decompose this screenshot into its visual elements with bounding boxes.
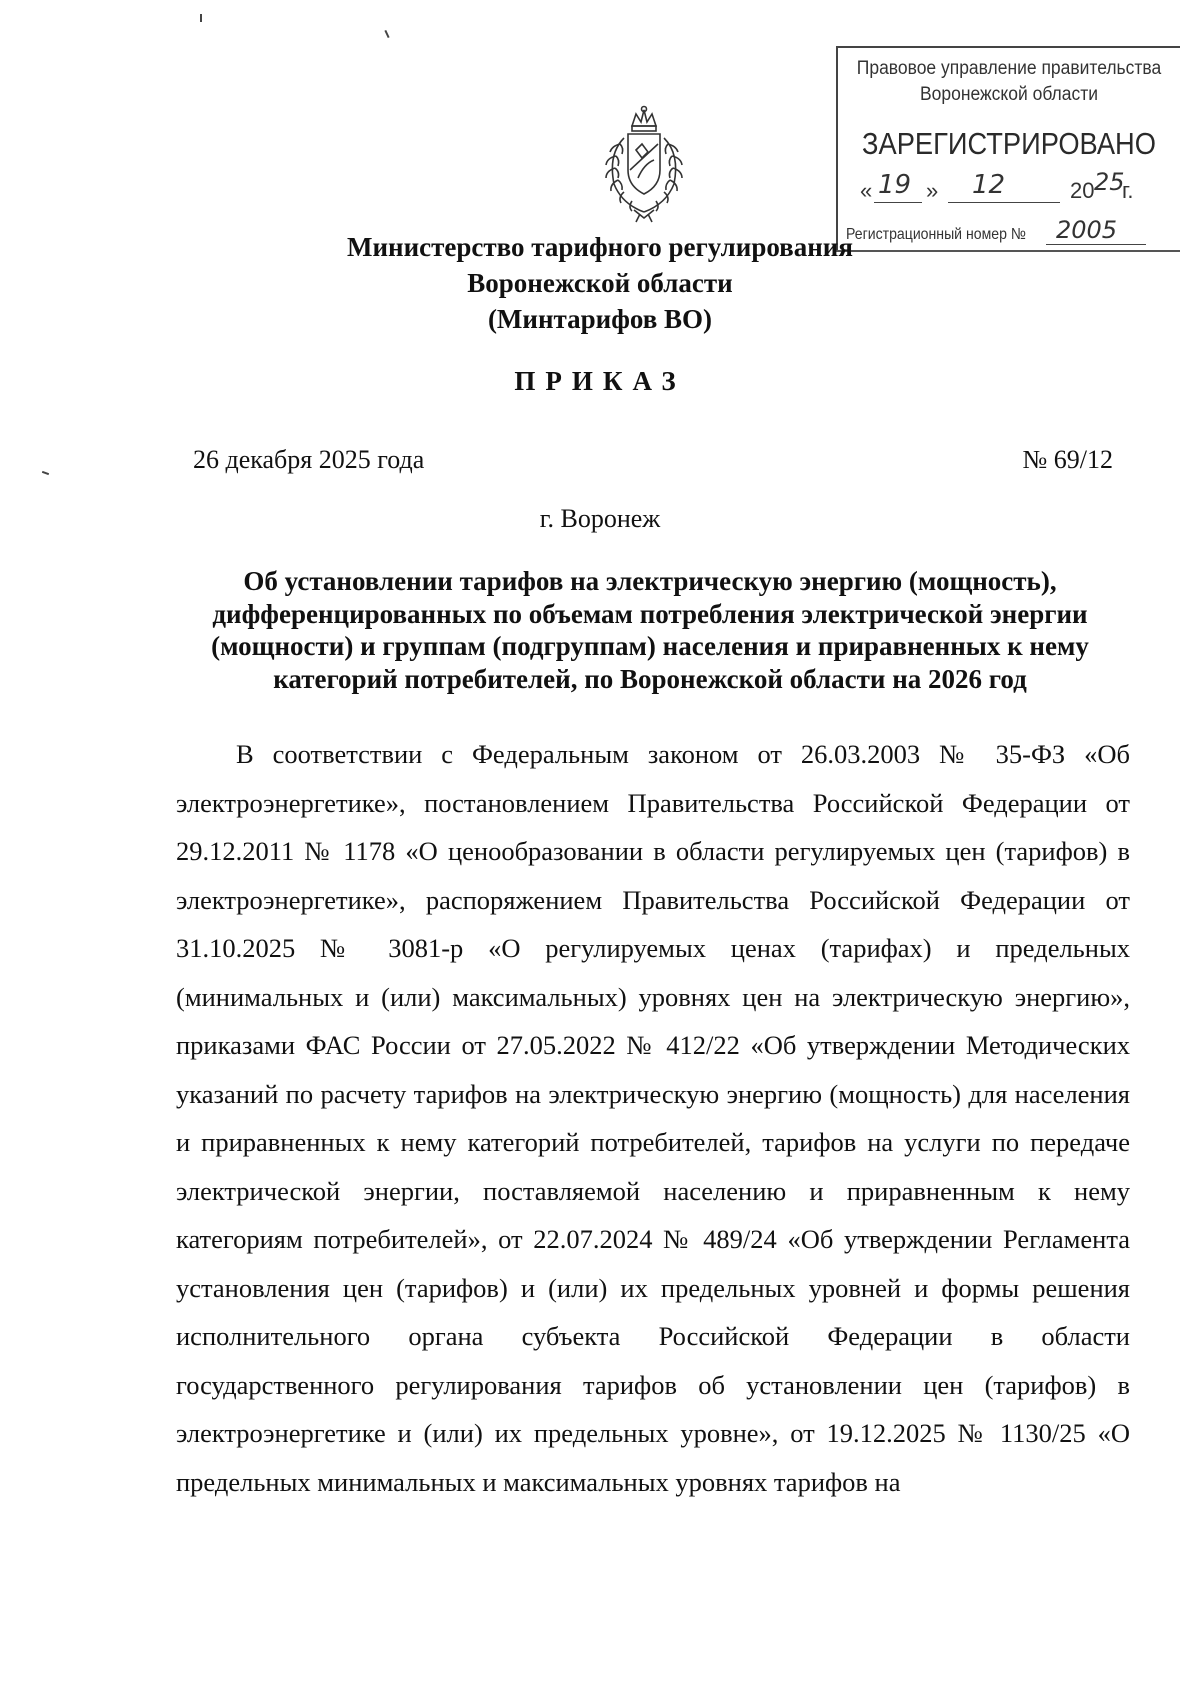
document-type: ПРИКАЗ — [514, 366, 686, 396]
ministry-name-line2: Воронежской области — [467, 268, 733, 298]
document-body: В соответствии с Федеральным законом от 26.03.2003 № 35-ФЗ «Об электроэнергетике», постановлением Правительства Российской Федерации от 29.12.2011 № 1178 «О ценообразовании в области регулируемых цен (тарифов) в электроэнергетике», распоряжением Правительства Российской Федерации от 31.10.2025 № 3081-р «О регулируемых ценах (тарифах) и предельных (минимальных и (или) максимальных) уровнях цен на электрическую энергию», приказами ФАС России от 27.05.2022 № 412/22 «Об утверждении Методических указаний по расчету тарифов на электрическую энергию (мощность) для населения и приравненных к нему категорий потребителей, тарифов на услуги по передаче электрической энергии, поставляемой населению и приравненным к нему категориям потребителей», от 22.07.2024 № 489/24 «Об утверждении Регламента установления цен (тарифов) и (или) их предельных уровней и формы решения исполнительного органа субъекта Российской Федерации в области государственного регулирования тарифов об установлении цен (тарифов) в электроэнергетике и (или) их предельных уровне», от 19.12.2025 № 1130/25 «О предельных минимальных и максимальных уровнях тарифов на — [176, 739, 1130, 1497]
scan-speck — [42, 471, 49, 475]
stamp-date-month: 12 — [972, 170, 1006, 200]
stamp-date-year-hand: 25 — [1094, 168, 1125, 196]
scan-speck — [200, 14, 202, 22]
stamp-org-line1: Правовое управление правительства — [856, 58, 1162, 79]
scan-speck — [384, 30, 389, 38]
document-date: 26 декабря 2025 года — [193, 445, 425, 474]
stamp-date-year-suffix: г. — [1122, 178, 1134, 203]
stamp-date — [860, 168, 1170, 208]
ministry-name-line3: (Минтарифов ВО) — [487, 304, 713, 334]
stamp-org-line2: Воронежской области — [919, 84, 1098, 105]
stamp-date-close-quote: » — [926, 178, 939, 203]
stamp-registered: ЗАРЕГИСТРИРОВАНО — [862, 126, 1156, 161]
stamp-reg-number-value: 2005 — [1056, 216, 1118, 244]
stamp-date-open-quote: « — [860, 178, 873, 203]
stamp-date-year-prefix: 20 — [1070, 178, 1095, 203]
stamp-reg-number-label: Регистрационный номер № — [846, 226, 1026, 243]
stamp-date-day: 19 — [878, 170, 912, 200]
document-title: Об установлении тарифов на электрическую энергию (мощность), дифференцированных по объемам потребления электрической энергии (мощности) и группам (подгруппам) населения и приравненных к нему категорий потребителей, по Воронежской области на 2026 год — [211, 566, 1089, 694]
document-number: № 69/12 — [1022, 445, 1113, 474]
document-city: г. Воронеж — [539, 504, 661, 533]
coat-of-arms-icon — [598, 104, 690, 224]
ministry-name-line1: Министерство тарифного регулирования — [347, 232, 853, 262]
registration-stamp — [836, 46, 1180, 252]
